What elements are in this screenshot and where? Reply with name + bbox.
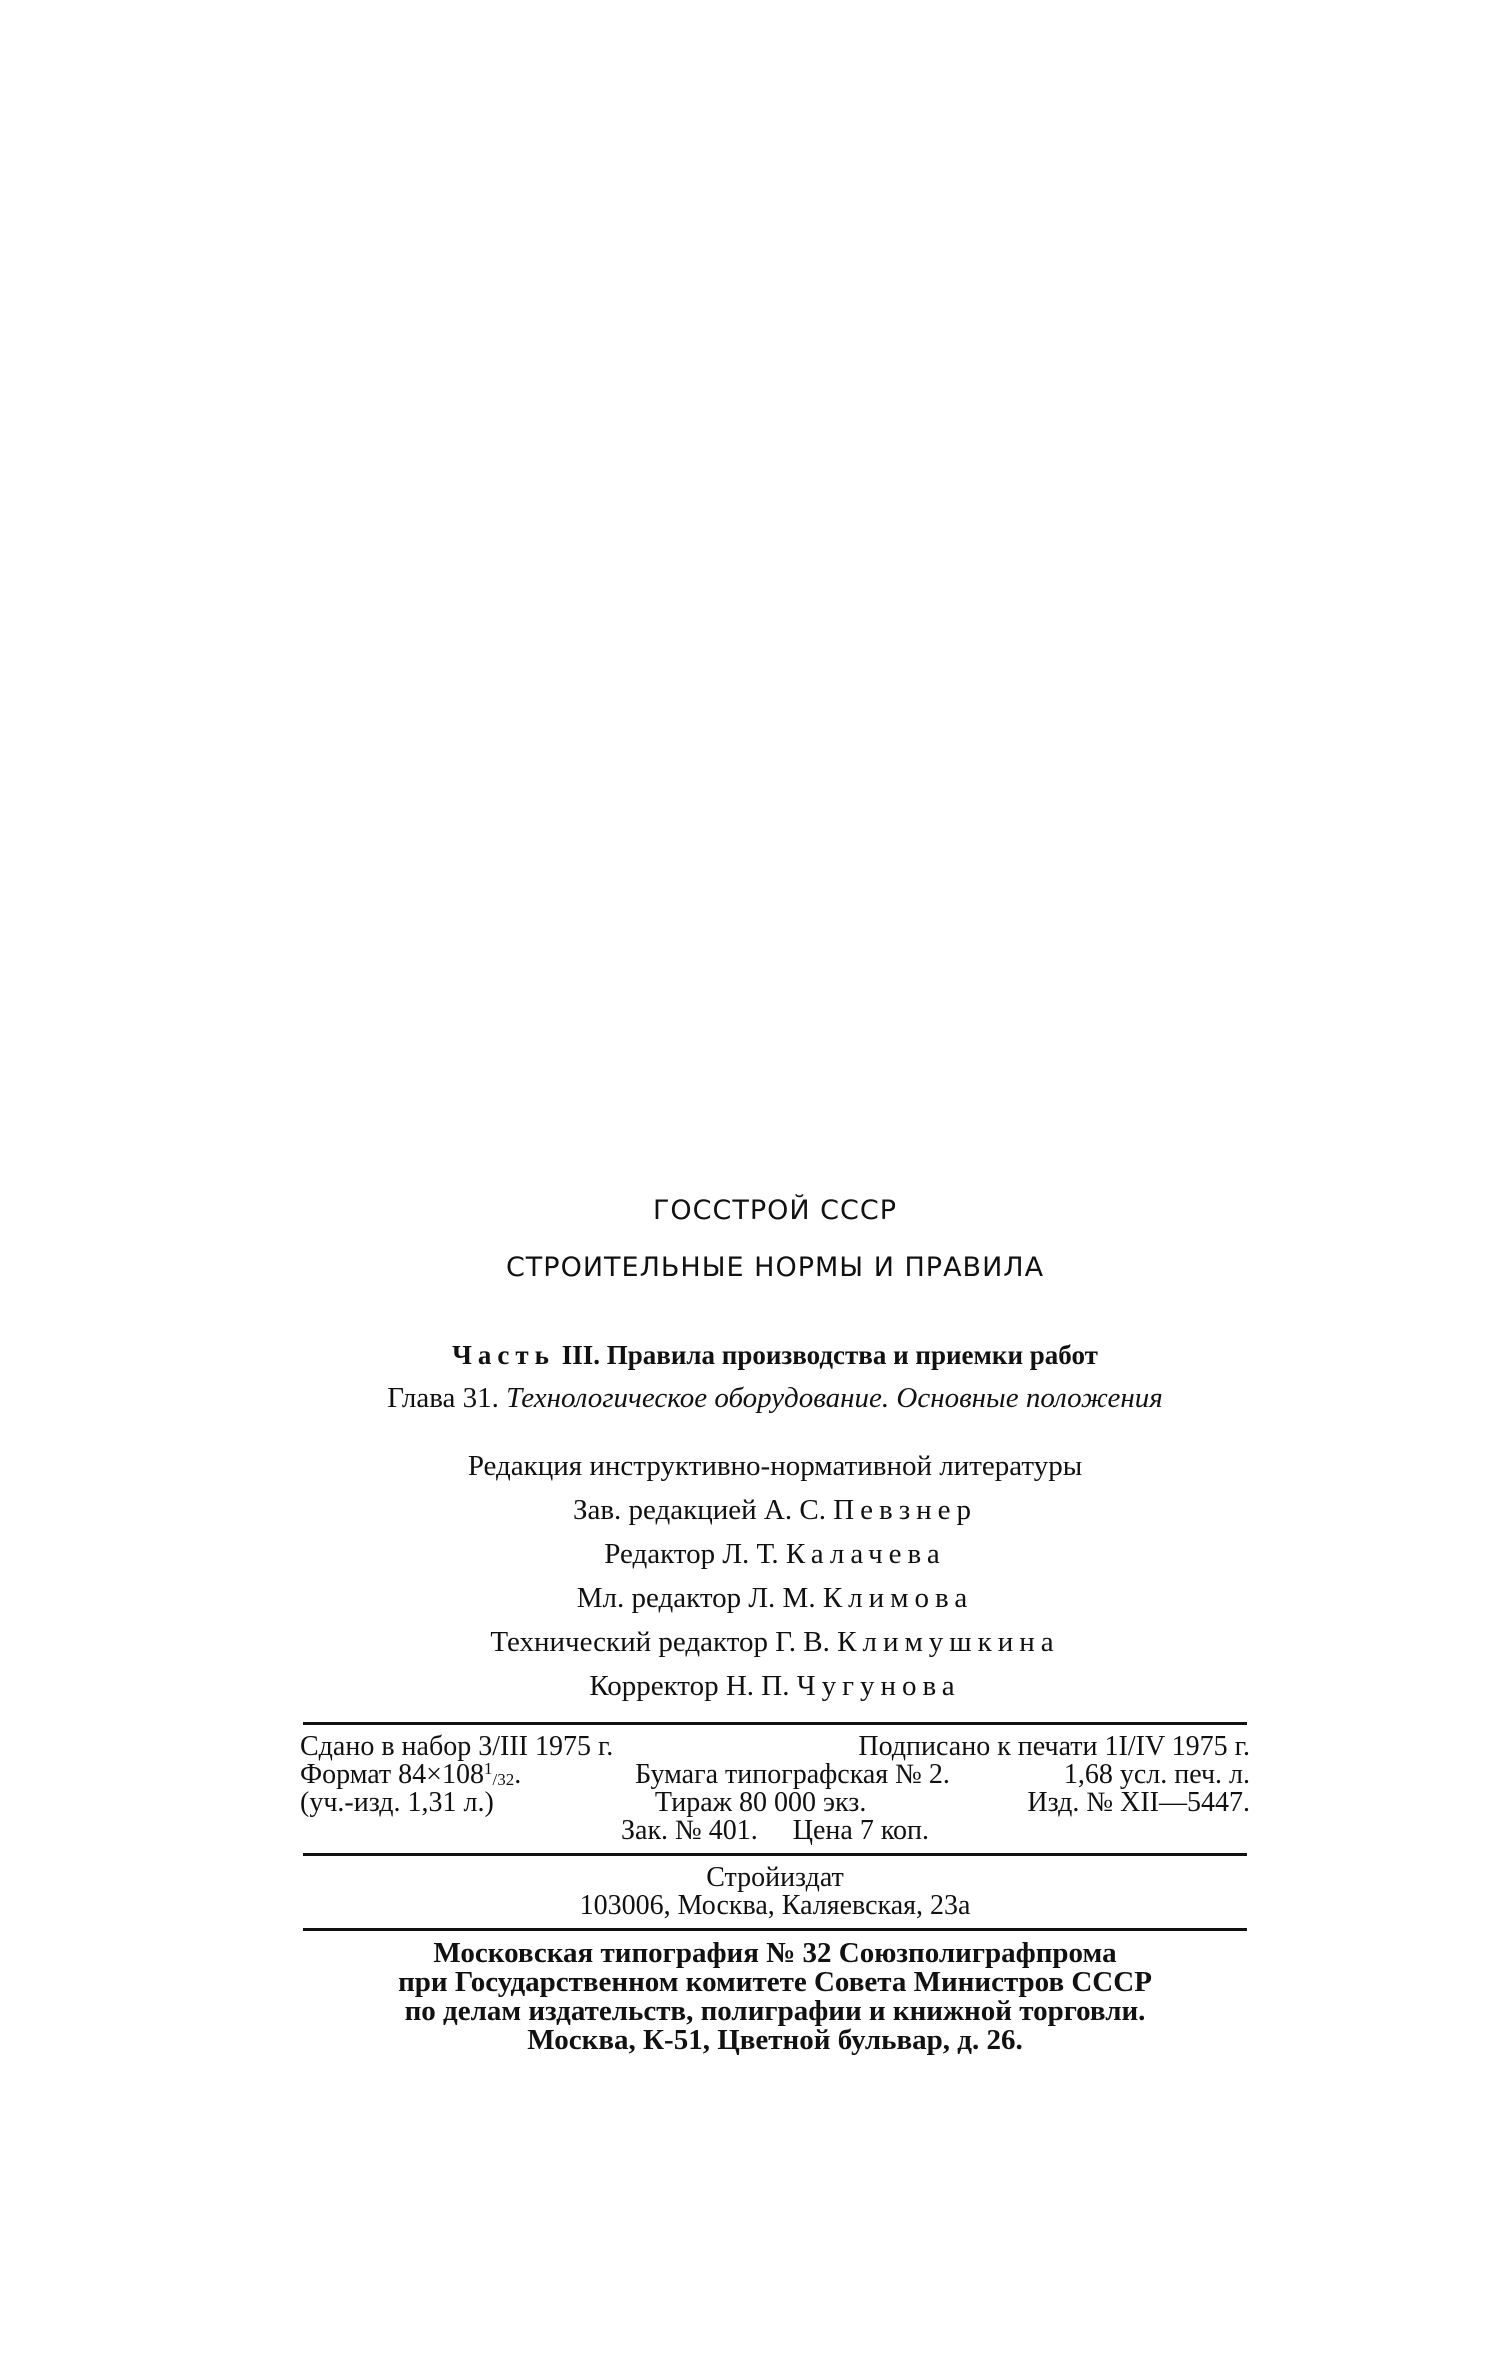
print-info xyxy=(300,1725,1250,1853)
printed-sheets: 1,68 усл. печ. л. xyxy=(1063,1759,1250,1790)
printer xyxy=(300,1931,1250,2055)
part-text: Правила производства и приемки работ xyxy=(606,1340,1098,1370)
chapter-heading xyxy=(300,1378,1250,1418)
part-number: III. xyxy=(561,1340,600,1370)
editorial-office: Редакция инструктивно-нормативной литературы xyxy=(467,1450,1083,1482)
credit-role: Технический редактор Г. В. xyxy=(490,1626,830,1658)
document-title: СТРОИТЕЛЬНЫЕ НОРМЫ И ПРАВИЛА xyxy=(505,1252,1045,1283)
printer-line: по делам издательств, полиграфии и книжной торговли. xyxy=(404,1995,1146,2027)
publisher xyxy=(300,1856,1250,1928)
credit-person: Калачева xyxy=(785,1538,946,1570)
credit-proofreader xyxy=(300,1664,1250,1708)
signed-date: Подписано к печати 1I/IV 1975 г. xyxy=(858,1731,1250,1762)
credit-role: Корректор Н. П. xyxy=(589,1670,790,1702)
typeset-date: Сдано в набор 3/III 1975 г. xyxy=(300,1731,614,1762)
credit-person: Климушкина xyxy=(837,1626,1060,1658)
chapter-text: Технологическое оборудование. Основные положения xyxy=(506,1382,1163,1414)
credit-editor xyxy=(300,1532,1250,1576)
publisher-address: 103006, Москва, Каляевская, 23а xyxy=(579,1890,971,1921)
format: Формат $84\times 108^1_{/32}$. xyxy=(300,1759,522,1790)
credits xyxy=(300,1444,1250,1708)
paper-type: Бумага типографская № 2. xyxy=(635,1759,950,1790)
print-run: Тираж 80 000 экз. xyxy=(654,1787,867,1818)
part-label: Часть xyxy=(452,1340,555,1370)
credit-tech-editor xyxy=(300,1620,1250,1664)
org-name: ГОССТРОЙ СССР xyxy=(652,1195,898,1226)
credit-head xyxy=(300,1488,1250,1532)
publisher-sheets: (уч.-изд. 1,31 л.) xyxy=(300,1787,494,1818)
order-price: Зак. № 401. Цена 7 коп. xyxy=(621,1815,929,1846)
credit-role: Мл. редактор Л. М. xyxy=(576,1582,816,1614)
credit-junior-editor xyxy=(300,1576,1250,1620)
publisher-name: Стройиздат xyxy=(706,1862,844,1893)
print-info-line xyxy=(300,1733,1250,1761)
printer-line: при Государственном комитете Совета Министров СССР xyxy=(398,1966,1152,1998)
credit-role: Редактор Л. Т. xyxy=(604,1538,779,1570)
part-heading xyxy=(300,1336,1250,1374)
credit-role: Зав. редакцией А. С. xyxy=(572,1494,826,1526)
printer-line: Московская типография № 32 Союзполиграфпрома xyxy=(433,1937,1117,1969)
chapter-label: Глава 31. xyxy=(387,1382,499,1414)
publication-number: Изд. № XII—5447. xyxy=(1027,1787,1250,1818)
print-info-line xyxy=(300,1761,1250,1789)
credit-person: Климова xyxy=(822,1582,974,1614)
print-info-line xyxy=(300,1789,1250,1817)
printer-address: Москва, К-51, Цветной бульвар, д. 26. xyxy=(527,2024,1023,2056)
imprint-block xyxy=(300,1190,1250,2055)
credit-person: Чугунова xyxy=(796,1670,961,1702)
credit-person: Певзнер xyxy=(833,1494,978,1526)
